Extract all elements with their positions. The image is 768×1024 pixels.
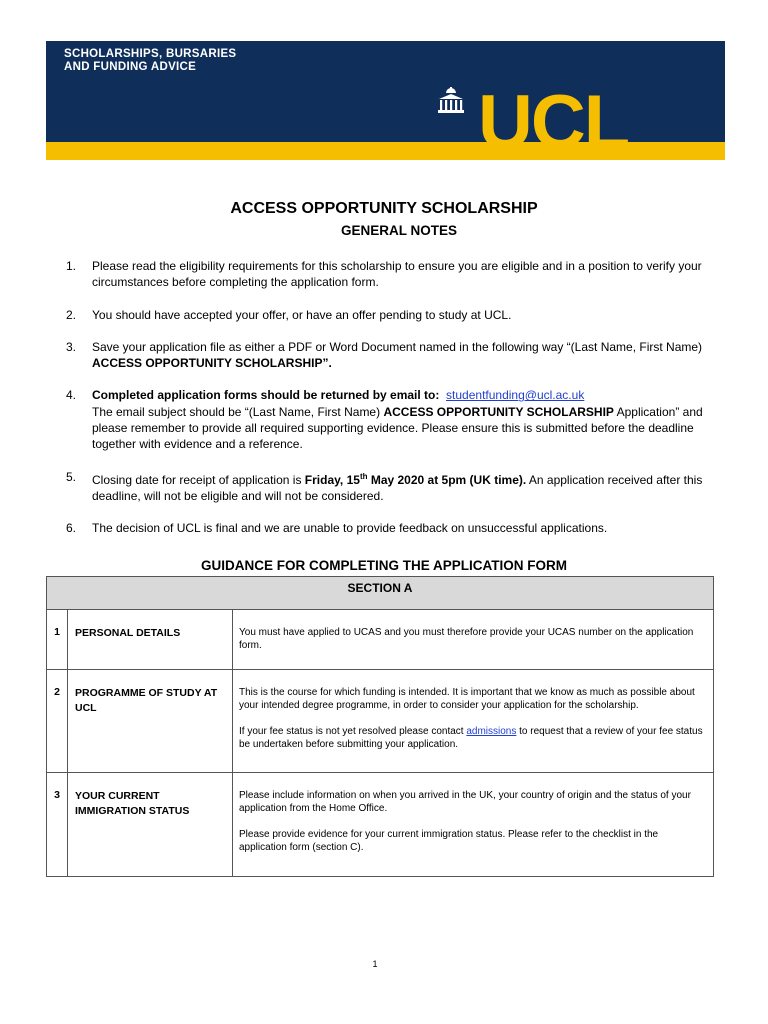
row-guidance <box>233 670 714 773</box>
note-text: The email subject should be “(Last Name, First Name) <box>92 404 384 419</box>
note-item <box>66 339 706 372</box>
note-number: 4. <box>66 388 77 403</box>
note-item <box>66 258 706 291</box>
row-number: 1 <box>47 610 68 670</box>
table-row <box>47 610 714 670</box>
admissions-link[interactable]: admissions <box>466 726 517 737</box>
note-item <box>66 520 706 536</box>
note-number: 2. <box>66 307 77 322</box>
guidance-paragraph: Please include information on when you arrived in the UK, your country of origin and the status of your application from the Home Office. <box>239 790 691 814</box>
table-row <box>47 670 714 773</box>
guidance-paragraph <box>239 725 705 751</box>
note-superscript: th <box>359 471 368 481</box>
document-title: ACCESS OPPORTUNITY SCHOLARSHIP <box>230 200 538 217</box>
section-header-row <box>47 577 714 610</box>
guidance-paragraph: You must have applied to UCAS and you must therefore provide your UCAS number on the application form. <box>239 627 694 651</box>
row-label: PERSONAL DETAILS <box>68 610 233 670</box>
guidance-text-tail: to request that a review of your fee status be undertaken before submitting your application. <box>239 726 703 750</box>
note-bold: May 2020 at 5pm (UK time). <box>367 472 527 487</box>
note-text: The decision of UCL is final and we are unable to provide feedback on unsuccessful applications. <box>92 521 608 536</box>
note-text-tail: Application” and please remember to provide all required supporting evidence. Please ensure this is submitted before the deadline together with evidence and a reference. <box>92 404 703 452</box>
guidance-paragraph: This is the course for which funding is intended. It is important that we know as much as possible about your intended degree programme, in order to consider your application for the scholarship. <box>239 687 695 711</box>
row-number: 2 <box>47 670 68 773</box>
header-banner <box>46 41 725 165</box>
general-notes-list <box>66 258 706 553</box>
table-row <box>47 773 714 877</box>
note-text: You should have accepted your offer, or have an offer pending to study at UCL. <box>92 307 512 322</box>
note-number: 6. <box>66 521 77 536</box>
guidance-paragraph: Please provide evidence for your current immigration status. Please refer to the checklist in the application form (section C). <box>239 829 659 853</box>
email-link[interactable]: studentfunding@ucl.ac.uk <box>446 388 585 403</box>
guidance-heading: GUIDANCE FOR COMPLETING THE APPLICATION FORM <box>201 558 567 573</box>
note-number: 3. <box>66 339 77 354</box>
banner-line-1: SCHOLARSHIPS, BURSARIES <box>64 48 237 60</box>
note-text: Closing date for receipt of application is <box>92 472 305 487</box>
banner-line-2: AND FUNDING ADVICE <box>64 61 197 73</box>
note-bold: Friday, 15 <box>304 472 360 487</box>
row-label: PROGRAMME OF STUDY AT UCL <box>68 670 233 773</box>
note-number: 5. <box>66 469 77 484</box>
note-item <box>66 469 706 505</box>
note-text: Save your application file as either a PDF or Word Document named in the following way “(Last Name, First Name) <box>92 339 703 354</box>
page-number: 1 <box>372 959 378 969</box>
section-label: SECTION A <box>47 577 714 610</box>
note-number: 1. <box>66 259 77 273</box>
guidance-text: If your fee status is not yet resolved please contact <box>239 726 467 737</box>
banner-heading <box>64 48 236 74</box>
row-number: 3 <box>47 773 68 877</box>
ucl-portico-icon <box>436 87 466 115</box>
row-guidance <box>233 610 714 670</box>
note-lead: Completed application forms should be returned by email to: <box>92 388 440 403</box>
ucl-logo: UCL <box>478 80 629 165</box>
row-label: YOUR CURRENT IMMIGRATION STATUS <box>68 773 233 877</box>
note-bold: ACCESS OPPORTUNITY SCHOLARSHIP”. <box>92 356 332 371</box>
note-item <box>66 387 706 452</box>
note-text: Please read the eligibility requirements for this scholarship to ensure you are eligible and in a position to verify your circumstances before completing the application form. <box>92 259 702 290</box>
note-item <box>66 307 706 323</box>
document-subtitle: GENERAL NOTES <box>340 223 457 238</box>
guidance-table <box>46 576 714 877</box>
note-text-tail: An application received after this deadline, will not be eligible and will not be considered. <box>92 472 703 503</box>
row-guidance <box>233 773 714 877</box>
note-bold: ACCESS OPPORTUNITY SCHOLARSHIP <box>383 404 614 419</box>
